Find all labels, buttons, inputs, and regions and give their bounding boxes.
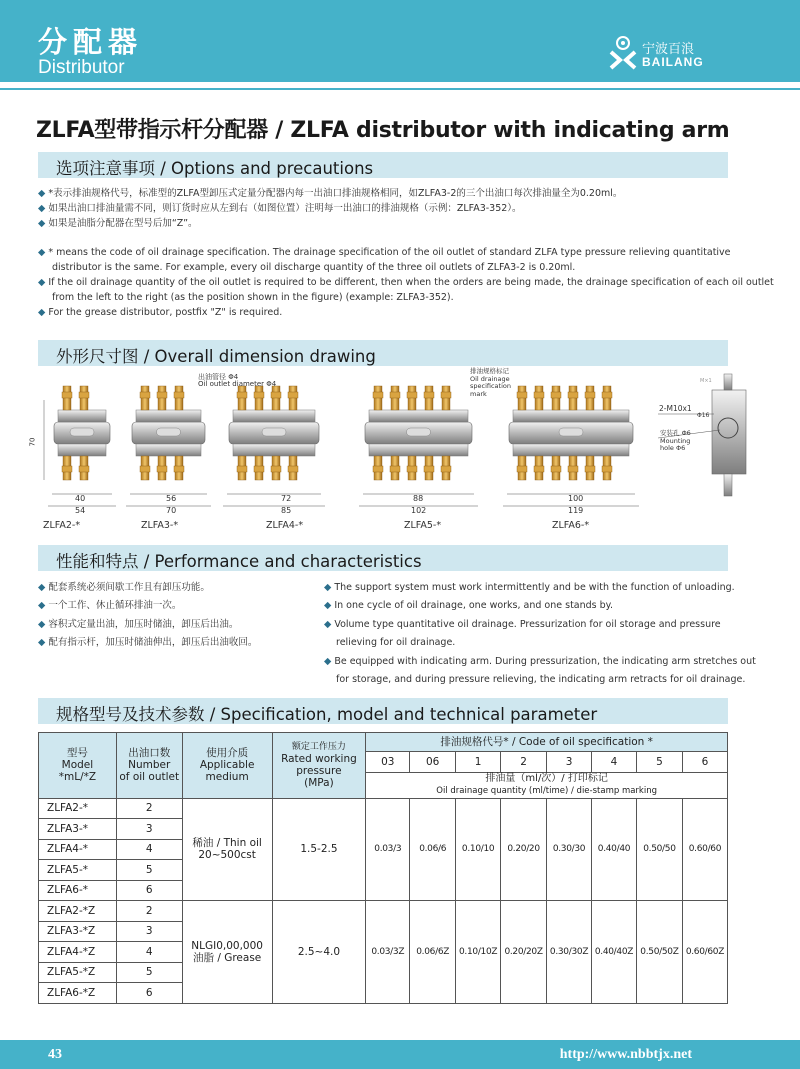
dim-outer-0: 54	[75, 506, 86, 515]
nameplate	[70, 428, 94, 436]
distributor-top	[513, 410, 629, 422]
spec-table	[38, 732, 728, 1004]
header-quantity: 排油量（ml/次）/ 打印标记 Oil drainage quantity (ml/time) / die-stamp marking	[366, 772, 728, 798]
distributor-bottom	[513, 444, 629, 456]
list-item: ◆ 配有指示杆，加压时储油伸出，卸压后出油收回。	[38, 637, 258, 649]
outlet-nut	[237, 392, 247, 398]
outlet-nut	[534, 466, 544, 472]
options-en-list	[38, 245, 774, 320]
side-view-body	[712, 390, 746, 474]
outlet-nut	[441, 392, 451, 398]
outlet-nut	[79, 392, 89, 398]
outlet-nut	[585, 392, 595, 398]
list-item: ◆ For the grease distributor, postfix "Z" is required.	[38, 307, 283, 318]
outlet-nut	[174, 392, 184, 398]
outlet-nut	[602, 392, 612, 398]
unit-name-2: ZLFA4-*	[266, 520, 304, 531]
table-row: ZLFA4-*Z 4	[39, 942, 728, 963]
unit-name-3: ZLFA5-*	[404, 520, 442, 531]
distributor-bottom	[369, 444, 468, 456]
nameplate	[262, 428, 286, 436]
distributor-top	[136, 410, 201, 422]
distributor-bottom	[58, 444, 106, 456]
dim-inner-1: 56	[166, 494, 177, 503]
outlet-nut	[254, 392, 264, 398]
pressure-grease: 2.5~4.0	[272, 901, 366, 1004]
outlet-nut	[288, 466, 298, 472]
header-outlets: 出油口数 Number of oil outlet	[116, 733, 182, 799]
section-spec	[38, 698, 728, 724]
list-item: ◆ 如果是油脂分配器在型号后加“Z”。	[38, 218, 198, 229]
nameplate	[157, 428, 181, 436]
outlet-nut	[568, 392, 578, 398]
code-cell: 5	[636, 752, 682, 773]
logo-text-cn: 宁波百浪	[642, 42, 695, 57]
outlet-nut	[79, 466, 89, 472]
page-number: 43	[48, 1047, 62, 1062]
nameplate	[407, 428, 431, 436]
phi16-label: Φ16	[697, 412, 710, 419]
section-options	[38, 152, 728, 178]
medium-thin-oil: 稀油 / Thin oil 20~500cst	[182, 798, 272, 901]
code-cell: 6	[682, 752, 727, 773]
outlet-nut	[441, 466, 451, 472]
list-item: from the left to the right (as the position shown in the figure) (example: ZLFA3-352).	[52, 292, 454, 303]
outlet-label-en: Oil outlet diameter Φ4	[198, 380, 277, 388]
distributor-top	[233, 410, 315, 422]
table-row: ZLFA2-*Z 2 NLGI0,00,000 油脂 / Grease 2.5~4.0 0.03/3Z 0.06/6Z 0.10/10Z 0.20/20Z 0.30/30Z 0.40/40Z 0.50/50Z 0.60/60Z	[39, 901, 728, 922]
outlet-nut	[174, 466, 184, 472]
table-row: ZLFA6-*Z 6	[39, 983, 728, 1004]
table-row: ZLFA6-* 6	[39, 880, 728, 901]
distributor-bottom	[233, 444, 315, 456]
dim-outer-1: 70	[166, 506, 177, 515]
outlet-nut	[390, 392, 400, 398]
medium-grease: NLGI0,00,000 油脂 / Grease	[182, 901, 272, 1004]
page-footer	[0, 1040, 800, 1069]
mark-label: 排油规格标记 Oil drainage specification mark	[470, 367, 511, 398]
outlet-nut	[517, 392, 527, 398]
outlet-nut	[157, 466, 167, 472]
list-item: ◆ 配套系统必须间歇工作且有卸压功能。	[38, 582, 210, 593]
list-item: distributor is the same. For example, every oil discharge quantity of the three oil outlets of ZLFA3-2 is 0.20ml.	[52, 262, 576, 273]
nameplate	[559, 428, 583, 436]
header-title-en: Distributor	[38, 57, 125, 78]
outlet-nut	[62, 392, 72, 398]
dim-inner-4: 100	[568, 494, 584, 503]
section-spec-title: 规格型号及技术参数 / Specification, model and technical parameter	[56, 705, 598, 724]
outlet-nut	[424, 466, 434, 472]
outlet-nut	[62, 466, 72, 472]
outlet-nut	[254, 466, 264, 472]
outlet-nut	[568, 466, 578, 472]
outlet-nut	[551, 392, 561, 398]
list-item: ◆ Volume type quantitative oil drainage. Pressurization for oil storage and pressure	[324, 618, 721, 630]
list-item: ◆ The support system must work intermittently and be with the function of unloading.	[324, 582, 735, 593]
distributor-bottom	[136, 444, 201, 456]
page-title: ZLFA型带指示杆分配器 / ZLFA distributor with indicating arm	[36, 118, 730, 143]
outlet-nut	[407, 466, 417, 472]
dim-inner-3: 88	[413, 494, 424, 503]
footer-url[interactable]: http://www.nbbtjx.net	[559, 1047, 692, 1062]
section-options-title: 选项注意事项 / Options and precautions	[56, 159, 374, 178]
outlet-nut	[517, 466, 527, 472]
outlet-nut	[602, 466, 612, 472]
section-performance-title: 性能和特点 / Performance and characteristics	[56, 552, 422, 571]
outlet-nut	[585, 466, 595, 472]
outlet-nut	[390, 466, 400, 472]
code-cell: 3	[547, 752, 592, 773]
options-cn-list	[38, 186, 728, 231]
outlet-label-cn: 出油管径 Φ4	[198, 373, 239, 381]
header-pressure: 额定工作压力 Rated working pressure (MPa)	[272, 733, 366, 799]
mount-label: 安装孔 Φ6 Mounting hole Φ6	[660, 429, 691, 452]
height-label: 70	[28, 437, 37, 447]
outlet-nut	[551, 466, 561, 472]
m-label: M×1	[700, 378, 712, 384]
dim-outer-4: 119	[568, 506, 584, 515]
header-model: 型号 Model *mL/*Z	[39, 733, 117, 799]
dim-inner-0: 40	[75, 494, 86, 503]
outlet-nut	[237, 466, 247, 472]
code-cell: 1	[456, 752, 501, 773]
outlet-nut	[140, 392, 150, 398]
header-code: 排油规格代号* / Code of oil specification *	[366, 733, 728, 752]
section-performance	[38, 545, 728, 571]
outlet-nut	[157, 392, 167, 398]
dim-inner-2: 72	[281, 494, 292, 503]
table-row: ZLFA5-*Z 5	[39, 962, 728, 983]
outlet-nut	[373, 392, 383, 398]
list-item: relieving for oil drainage.	[336, 637, 456, 649]
outlet-nut	[534, 392, 544, 398]
table-row: ZLFA4-* 4	[39, 839, 728, 860]
code-cell: 06	[410, 752, 456, 773]
list-item: for storage, and during pressure relieving, the indicating arm retracts for oil drainage.	[336, 674, 746, 686]
outlet-nut	[140, 466, 150, 472]
code-cell: 4	[592, 752, 637, 773]
outlet-nut	[424, 392, 434, 398]
performance-en-list	[324, 579, 756, 689]
list-item: ◆ Be equipped with indicating arm. During pressurization, the indicating arm stretches out	[324, 655, 756, 667]
list-item: ◆ 一个工作、休止循环排油一次。	[38, 600, 182, 612]
table-row: ZLFA2-* 2 稀油 / Thin oil 20~500cst 1.5-2.5 0.03/3 0.06/6 0.10/10 0.20/20 0.30/30 0.40/40 0.50/50 0.60/60	[39, 798, 728, 819]
code-cell: 03	[366, 752, 410, 773]
section-dimension-title: 外形尺寸图 / Overall dimension drawing	[56, 347, 376, 366]
unit-name-4: ZLFA6-*	[552, 520, 590, 531]
outlet-nut	[407, 392, 417, 398]
dimension-drawing	[28, 367, 758, 531]
distributor-top	[58, 410, 106, 422]
thread-label: 2-M10x1	[659, 404, 692, 413]
side-view-fitting	[724, 374, 732, 390]
list-item: ◆ If the oil drainage quantity of the oil outlet is required to be different, then when the orders are being made, the drainage specification of each oil outlet	[38, 277, 774, 288]
list-item: ◆ In one cycle of oil drainage, one works, and one stands by.	[324, 600, 613, 612]
performance-cn-list	[38, 579, 257, 653]
dim-outer-2: 85	[281, 506, 292, 515]
list-item: ◆ 容积式定量出油，加压时储油，卸压后出油。	[38, 618, 239, 630]
outlet-nut	[271, 392, 281, 398]
table-row: ZLFA3-*Z 3	[39, 921, 728, 942]
page-header	[0, 0, 800, 82]
distributor-drawings	[38, 367, 758, 530]
list-item: ◆ * means the code of oil drainage specification. The drainage specification of the oil outlet of standard ZLFA type pressure relieving quantitative	[38, 247, 731, 258]
logo-mark-icon	[608, 34, 638, 70]
list-item: ◆ 如果出油口排油量需不同，则订货时应从左到右（如图位置）注明每一出油口的排油规格（示例：ZLFA3-352）。	[38, 203, 522, 214]
bailang-logo	[608, 34, 718, 74]
list-item: ◆ *表示排油规格代号，标准型的ZLFA型卸压式定量分配器内每一出油口排油规格相同，如ZLFA3-2的三个出油口每次排油量全为0.20ml。	[38, 188, 623, 199]
unit-name-1: ZLFA3-*	[141, 520, 179, 531]
outlet-nut	[271, 466, 281, 472]
table-row: ZLFA5-* 5	[39, 860, 728, 881]
dim-outer-3: 102	[411, 506, 427, 515]
outlet-nut	[373, 466, 383, 472]
pressure-thin-oil: 1.5-2.5	[272, 798, 366, 901]
header-divider	[0, 88, 800, 90]
code-cell: 2	[501, 752, 547, 773]
distributor-top	[369, 410, 468, 422]
outlet-nut	[288, 392, 298, 398]
section-dimension	[38, 340, 728, 366]
header-title-cn: 分配器	[38, 25, 144, 59]
unit-name-0: ZLFA2-*	[43, 520, 81, 531]
logo-text-en: BAILANG	[642, 55, 704, 69]
header-medium: 使用介质 Applicable medium	[182, 733, 272, 799]
table-row: ZLFA3-* 3	[39, 819, 728, 840]
side-view-fitting	[724, 474, 732, 496]
